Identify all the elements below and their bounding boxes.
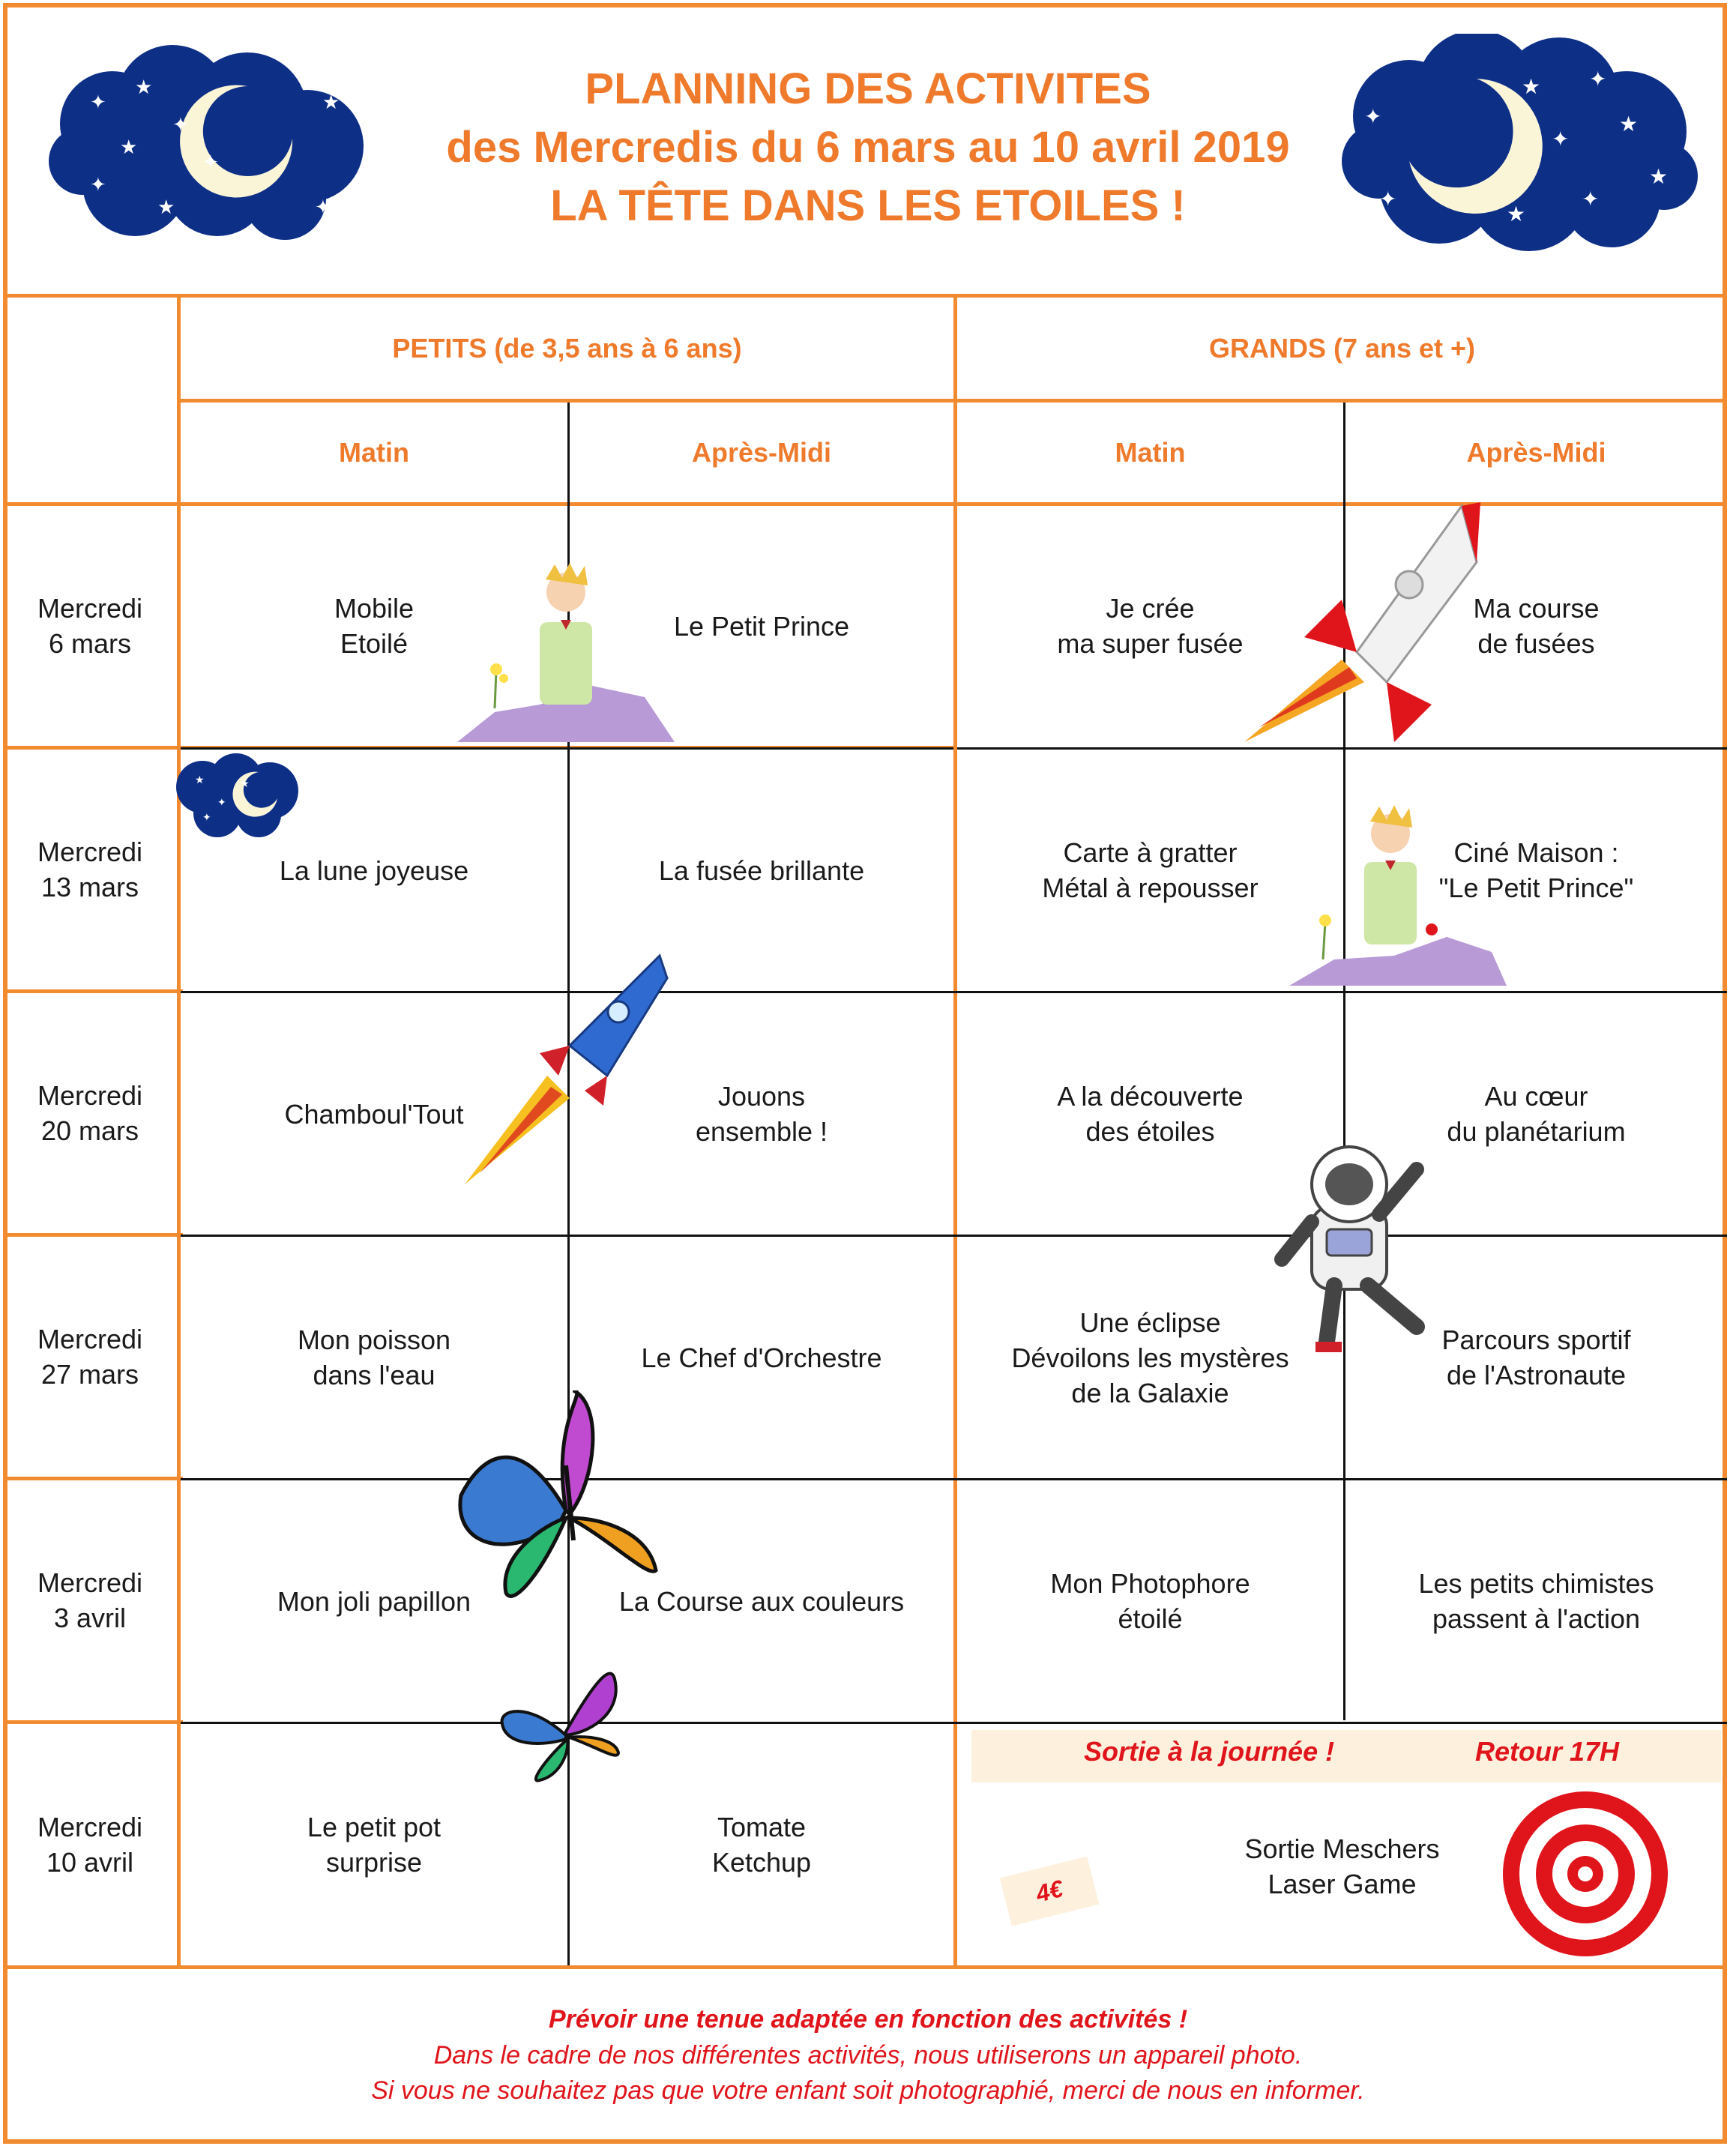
night-sky-moon-icon: [45, 41, 375, 244]
activity-cell: Mon poisson dans l'eau: [297, 1324, 451, 1390]
period-header-petits-matin: Matin: [339, 437, 409, 468]
svg-text:✦: ✦: [1582, 187, 1600, 211]
price-tag: 4€: [1000, 1856, 1099, 1926]
svg-text:✦: ✦: [1379, 187, 1397, 211]
title-line-1: PLANNING DES ACTIVITES: [585, 64, 1151, 113]
activity-cell: Jouons ensemble !: [695, 1081, 828, 1147]
svg-text:★: ★: [240, 777, 250, 789]
activity-cell: Mon joli papillon: [277, 1585, 471, 1617]
footer-line-3: Si vous ne souhaitez pas que votre enfant soit photographié, merci de nous en informer.: [371, 2076, 1365, 2105]
svg-text:✦: ✦: [202, 151, 219, 174]
svg-text:✦: ✦: [90, 174, 106, 196]
title-line-3: LA TÊTE DANS LES ETOILES !: [550, 181, 1186, 230]
title-line-2: des Mercredis du 6 mars au 10 avril 2019: [446, 123, 1290, 172]
activity-cell: Mon Photophore étoilé: [1050, 1568, 1250, 1634]
svg-text:✦: ✦: [315, 196, 331, 219]
activity-cell: Parcours sportif de l'Astronaute: [1441, 1324, 1631, 1390]
little-prince-icon: [1282, 802, 1514, 989]
activity-cell: Ma course de fusées: [1473, 593, 1600, 659]
activity-cell: Sortie Meschers Laser Game: [1244, 1833, 1440, 1899]
activity-cell: Le Petit Prince: [673, 610, 850, 642]
group-header-grands: GRANDS (7 ans et +): [1208, 333, 1476, 364]
butterfly-icon: [498, 1664, 630, 1784]
grid-line: [3, 1965, 1727, 1969]
svg-text:★: ★: [195, 774, 205, 786]
svg-text:★: ★: [120, 136, 138, 159]
svg-text:★: ★: [135, 76, 153, 99]
activity-cell: Les petits chimistes passent à l'action: [1418, 1568, 1654, 1634]
red-rocket-icon: [1237, 502, 1492, 750]
activity-cell: A la découverte des étoiles: [1057, 1081, 1244, 1147]
activity-cell: La lune joyeuse: [279, 855, 469, 886]
activity-cell: Je crée ma super fusée: [1057, 593, 1244, 659]
svg-text:★: ★: [1619, 112, 1639, 136]
period-header-petits-apres-midi: Après-Midi: [691, 437, 831, 468]
target-icon: [1499, 1788, 1672, 1960]
activity-cell: Ciné Maison : "Le Petit Prince": [1438, 837, 1634, 903]
svg-text:✦: ✦: [1364, 104, 1382, 129]
blue-rocket-icon: [457, 948, 675, 1188]
svg-text:★: ★: [1507, 202, 1526, 226]
activity-cell: Mobile Etoilé: [334, 593, 415, 659]
astronaut-icon: [1267, 1124, 1462, 1364]
page-title: [315, 60, 1421, 235]
day-label: Mercredi 6 mars: [37, 593, 143, 659]
day-label: Mercredi 13 mars: [37, 837, 143, 902]
activity-cell: Le petit pot surprise: [307, 1812, 441, 1878]
activity-cell: La fusée brillante: [658, 855, 865, 886]
activity-cell: La Course aux couleurs: [618, 1585, 905, 1617]
outing-return: Retour 17H: [1475, 1736, 1620, 1767]
day-label: Mercredi 3 avril: [37, 1567, 143, 1633]
svg-text:✦: ✦: [90, 91, 106, 114]
night-sky-moon-icon: [172, 753, 304, 840]
day-label: Mercredi 10 avril: [37, 1812, 143, 1878]
period-header-grands-apres-midi: Après-Midi: [1466, 437, 1606, 468]
svg-text:✦: ✦: [202, 811, 211, 823]
butterfly-icon: [453, 1390, 663, 1615]
svg-text:★: ★: [322, 91, 340, 114]
activity-cell: Chamboul'Tout: [284, 1098, 464, 1130]
little-prince-icon: [450, 558, 682, 746]
footer-line-2: Dans le cadre de nos différentes activités, nous utiliserons un appareil photo.: [433, 2041, 1303, 2070]
night-sky-moon-icon: [1334, 34, 1702, 259]
period-header-grands-matin: Matin: [1115, 437, 1186, 468]
activity-cell: Carte à gratter Métal à repousser: [1042, 837, 1259, 903]
svg-text:✦: ✦: [172, 114, 189, 136]
svg-text:✦: ✦: [1552, 127, 1570, 151]
svg-text:★: ★: [157, 196, 175, 219]
svg-text:✦: ✦: [1589, 67, 1607, 91]
outing-banner: [971, 1730, 1721, 1782]
footer-line-1: Prévoir une tenue adaptée en fonction des activités !: [548, 2005, 1188, 2034]
activity-cell: Le Chef d'Orchestre: [641, 1342, 882, 1373]
activity-cell: Tomate Ketchup: [711, 1812, 812, 1878]
svg-text:★: ★: [1522, 74, 1541, 99]
day-label: Mercredi 20 mars: [37, 1080, 143, 1146]
activity-cell: Au cœur du planétarium: [1447, 1081, 1626, 1147]
day-label: Mercredi 27 mars: [37, 1324, 143, 1390]
svg-text:★: ★: [1649, 164, 1669, 189]
outing-label: Sortie à la journée !: [1084, 1736, 1335, 1767]
activity-cell: Une éclipse Dévoilons les mystères de la Galaxie: [1011, 1306, 1289, 1408]
svg-text:✦: ✦: [217, 796, 226, 808]
group-header-petits: PETITS (de 3,5 ans à 6 ans): [392, 333, 742, 364]
